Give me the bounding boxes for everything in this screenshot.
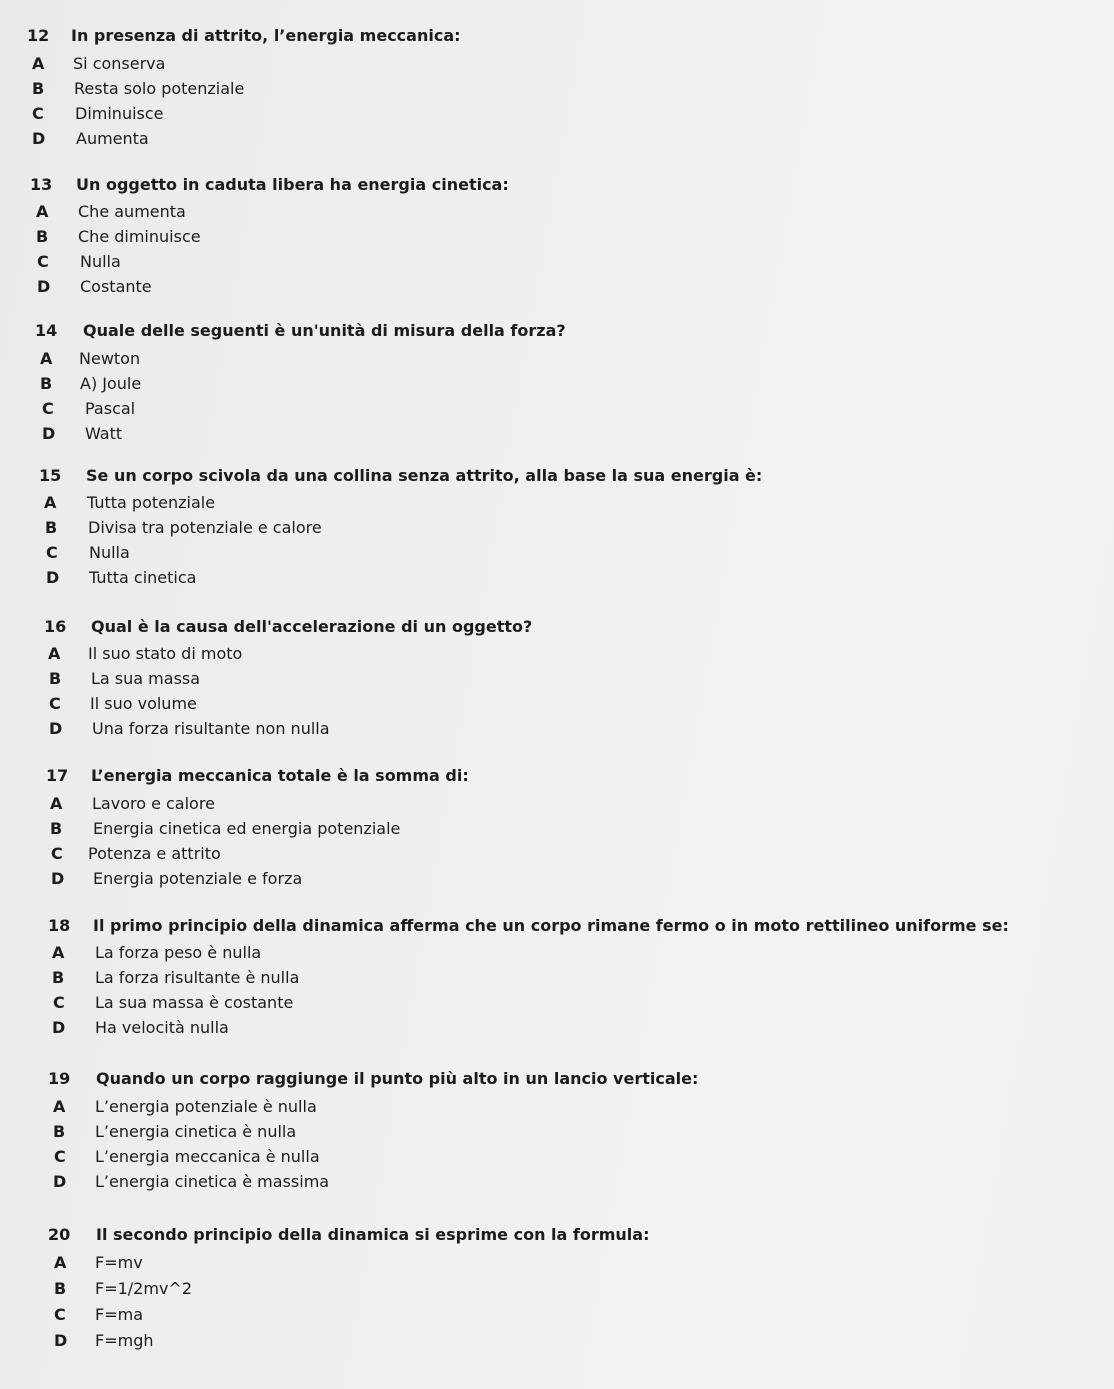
option-letter: B	[32, 79, 45, 98]
option-text: L’energia cinetica è massima	[95, 1172, 330, 1191]
option-letter: C	[32, 104, 44, 123]
option-a	[0, 940, 1114, 965]
question-number: 16	[44, 617, 67, 636]
question-number: 14	[35, 321, 58, 340]
option-letter: B	[53, 1122, 66, 1141]
option-text: Aumenta	[76, 129, 149, 148]
option-letter: A	[50, 794, 63, 813]
question-18	[0, 914, 1114, 1040]
option-d	[0, 421, 1114, 446]
option-c	[0, 990, 1114, 1015]
option-letter: A	[54, 1253, 67, 1272]
question-number: 15	[39, 466, 62, 485]
question-header	[0, 173, 1114, 197]
question-header	[0, 914, 1114, 938]
option-letter: D	[54, 1331, 68, 1350]
option-letter: C	[49, 694, 61, 713]
question-text: Il primo principio della dinamica afferma che un corpo rimane fermo o in moto rettilineo uniforme se:	[93, 916, 1009, 935]
option-letter: D	[49, 719, 63, 738]
option-a	[0, 490, 1114, 515]
option-text: Una forza risultante non nulla	[92, 719, 330, 738]
option-letter: B	[49, 669, 62, 688]
option-a	[0, 199, 1114, 224]
option-text: Watt	[85, 424, 123, 443]
option-text: F=1/2mv^2	[95, 1279, 192, 1298]
option-text: Divisa tra potenziale e calore	[88, 518, 322, 537]
option-letter: D	[42, 424, 56, 443]
option-b	[0, 965, 1114, 990]
question-header	[0, 1223, 1114, 1247]
question-text: Quale delle seguenti è un'unità di misura della forza?	[83, 321, 566, 340]
question-number: 13	[30, 175, 53, 194]
option-text: L’energia meccanica è nulla	[95, 1147, 320, 1166]
option-text: Lavoro e calore	[92, 794, 215, 813]
option-text: A) Joule	[80, 374, 142, 393]
option-letter: A	[53, 1097, 66, 1116]
option-d	[0, 716, 1114, 741]
option-d	[0, 565, 1114, 590]
option-letter: C	[54, 1147, 66, 1166]
option-b	[0, 666, 1114, 691]
option-letter: D	[46, 568, 60, 587]
option-text: Nulla	[89, 543, 130, 562]
option-b	[0, 371, 1114, 396]
question-text: Qual è la causa dell'accelerazione di un oggetto?	[91, 617, 533, 636]
question-text: Se un corpo scivola da una collina senza attrito, alla base la sua energia è:	[86, 466, 763, 485]
option-b	[0, 816, 1114, 841]
question-15	[0, 464, 1114, 590]
question-header	[0, 615, 1114, 639]
option-letter: A	[48, 644, 61, 663]
option-letter: A	[44, 493, 57, 512]
option-b	[0, 1276, 1114, 1301]
question-header	[0, 319, 1114, 343]
question-13	[0, 173, 1114, 299]
question-text: In presenza di attrito, l’energia meccanica:	[71, 26, 461, 45]
option-letter: B	[40, 374, 53, 393]
option-c	[0, 841, 1114, 866]
option-text: L’energia cinetica è nulla	[95, 1122, 297, 1141]
option-a	[0, 641, 1114, 666]
option-d	[0, 274, 1114, 299]
option-c	[0, 1144, 1114, 1169]
option-letter: B	[45, 518, 58, 537]
question-header	[0, 24, 1114, 48]
option-c	[0, 249, 1114, 274]
option-d	[0, 126, 1114, 151]
option-letter: A	[36, 202, 49, 221]
option-c	[0, 101, 1114, 126]
option-text: L’energia potenziale è nulla	[95, 1097, 317, 1116]
option-letter: D	[53, 1172, 67, 1191]
question-text: Il secondo principio della dinamica si esprime con la formula:	[96, 1225, 650, 1244]
question-number: 19	[48, 1069, 71, 1088]
option-a	[0, 791, 1114, 816]
option-text: Energia potenziale e forza	[93, 869, 303, 888]
question-20	[0, 1223, 1114, 1353]
option-letter: D	[52, 1018, 66, 1037]
option-c	[0, 1302, 1114, 1327]
option-letter: C	[54, 1305, 66, 1324]
option-text: Diminuisce	[75, 104, 164, 123]
option-b	[0, 515, 1114, 540]
option-text: F=mv	[95, 1253, 143, 1272]
option-letter: C	[53, 993, 65, 1012]
option-text: Energia cinetica ed energia potenziale	[93, 819, 401, 838]
option-c	[0, 691, 1114, 716]
question-17	[0, 764, 1114, 891]
option-letter: B	[36, 227, 49, 246]
option-text: Newton	[79, 349, 141, 368]
option-d	[0, 1328, 1114, 1353]
option-b	[0, 1119, 1114, 1144]
question-12	[0, 24, 1114, 151]
option-letter: B	[52, 968, 65, 987]
option-a	[0, 51, 1114, 76]
option-text: Si conserva	[73, 54, 166, 73]
option-c	[0, 540, 1114, 565]
option-b	[0, 76, 1114, 101]
question-header	[0, 464, 1114, 488]
option-text: La forza peso è nulla	[95, 943, 262, 962]
question-header	[0, 1067, 1114, 1091]
question-16	[0, 615, 1114, 741]
option-text: La sua massa	[91, 669, 201, 688]
option-d	[0, 1015, 1114, 1040]
question-14	[0, 319, 1114, 446]
option-a	[0, 1094, 1114, 1119]
question-text: Un oggetto in caduta libera ha energia cinetica:	[76, 175, 509, 194]
question-header	[0, 764, 1114, 788]
question-text: Quando un corpo raggiunge il punto più alto in un lancio verticale:	[96, 1069, 699, 1088]
question-number: 12	[27, 26, 50, 45]
option-letter: D	[37, 277, 51, 296]
option-text: Potenza e attrito	[88, 844, 221, 863]
option-text: F=mgh	[95, 1331, 154, 1350]
option-b	[0, 224, 1114, 249]
option-text: F=ma	[95, 1305, 143, 1324]
option-letter: D	[51, 869, 65, 888]
option-text: Il suo stato di moto	[88, 644, 243, 663]
option-text: Che diminuisce	[78, 227, 201, 246]
option-text: Tutta potenziale	[87, 493, 216, 512]
option-letter: C	[51, 844, 63, 863]
option-letter: D	[32, 129, 46, 148]
option-text: Ha velocità nulla	[95, 1018, 229, 1037]
question-number: 18	[48, 916, 71, 935]
option-text: Nulla	[80, 252, 121, 271]
option-text: Pascal	[85, 399, 136, 418]
option-text: Che aumenta	[78, 202, 186, 221]
question-number: 20	[48, 1225, 71, 1244]
option-letter: C	[37, 252, 49, 271]
option-letter: B	[54, 1279, 67, 1298]
option-letter: B	[50, 819, 63, 838]
option-text: Il suo volume	[90, 694, 197, 713]
option-d	[0, 1169, 1114, 1194]
option-letter: C	[42, 399, 54, 418]
option-a	[0, 1250, 1114, 1275]
question-text: L’energia meccanica totale è la somma di:	[91, 766, 469, 785]
option-c	[0, 396, 1114, 421]
option-text: Costante	[80, 277, 152, 296]
option-text: La sua massa è costante	[95, 993, 294, 1012]
option-letter: C	[46, 543, 58, 562]
option-letter: A	[52, 943, 65, 962]
option-letter: A	[32, 54, 45, 73]
option-d	[0, 866, 1114, 891]
option-text: La forza risultante è nulla	[95, 968, 300, 987]
question-number: 17	[46, 766, 69, 785]
option-a	[0, 346, 1114, 371]
option-text: Resta solo potenziale	[74, 79, 245, 98]
option-letter: A	[40, 349, 53, 368]
question-19	[0, 1067, 1114, 1194]
option-text: Tutta cinetica	[89, 568, 197, 587]
